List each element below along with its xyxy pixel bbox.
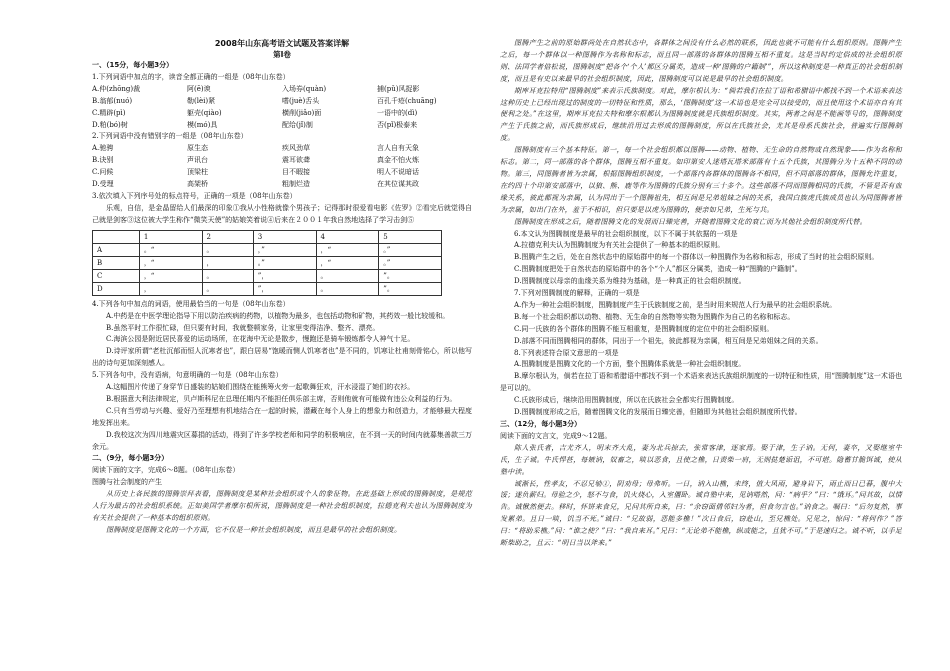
option-c: C.氏族形成后，继续沿用图腾制度，所以在氏族社会全都实行图腾制度。 — [514, 396, 739, 405]
option-a: A.作为一种社会组织制度，图腾制度产生于氏族制度之前，是当时用来规范人行为最早的社会组织系统。 — [514, 300, 837, 309]
left-column — [92, 38, 472, 537]
option-c: C.只有当劳动与兴趣、爱好乃至理想有机地结合在一起的时候，潜藏在每个人身上的想象力和创造力，才能够最大程度地发挥出来。 — [92, 406, 472, 427]
question-6: 6.本文认为图腾制度是最早的社会组织制度，以下不属于其依据的一项是 — [514, 229, 738, 238]
classical-paragraph: 诚渐长，性孝友，不忍兄劬①，阴劝母；母弗听。一日，讷入山樵，未终，值大风雨，避身岩下，雨止而日已暮，腹中大馁；遂负薪归。母验之少，怒不与食，饥火烧心，入室僵卧。诚自塾中来，见讷嗒然，问：“病乎？”曰：“饿耳。”问其故，以情告。诚愀然便去。移时，怀饼来食兄，兄问其所自来，曰：“余窃面倩邻妇为者，但食勿言也。”讷食之。嘱曰：“后勿复然，事发累弟。且日一啖，饥当不死。”诚曰：“兄故弱，恶能多樵！”次日食后，窃赴山，至兄樵处。兄见之，惊问：“将何作？”答曰：“将助采樵。”问：“谁之使？”曰：“我自来耳。”兄曰：“无论弟不能樵，纵或能之，且犹不可。”于是速归之。诚不听，以手足断柴助之，且云：“明日当以斧来。” — [500, 479, 902, 548]
option-a: A.拉德克利夫认为图腾制度为有关社会提供了一种基本的组织原则。 — [514, 241, 725, 250]
question-1-options — [92, 84, 472, 132]
option-row: D.粕(bó)树 模(mó)具 配给(jǐ)制 否(pǐ)极泰来 — [92, 120, 418, 129]
document-title: 2008年山东高考语文试题及答案详解 — [214, 39, 350, 48]
reading-instruction: 阅读下面的文字，完成6～8题。（08年山东卷） — [92, 466, 240, 475]
option-a: A.图腾制度是图腾文化的一个方面，整个图腾体系就是一种社会组织制度。 — [514, 360, 746, 369]
option-row: A.驰骋 原生态 疾风劲草 言人自有天象 — [92, 144, 419, 153]
option-b: B.根据意大利法律规定，贝卢斯科尼在总理任期内不能担任俱乐部主席，否则他就有可能做有违公众利益的行为。 — [106, 394, 457, 403]
option-row: D.受理 高架桥 粗制烂造 在其位谋其政 — [92, 180, 419, 189]
question-5: 5.下列各句中，没有语病，句意明确的一句是（08年山东卷） — [92, 371, 283, 380]
option-b: B.虽然平时工作很忙碌，但只要有时间，我就整顿家务，让家里变得洁净、整齐、漂亮。 — [106, 323, 380, 332]
option-b: B.每一个社会组织都以动物、植物、无生命的自然物等实物为图腾作为自己的名称和标志。 — [514, 312, 795, 321]
article-paragraph: 图腾产生之前的原始群尚处在自然状态中，各群体之间没有什么必然的联系，因此也就不可能有什么组织原则。图腾产生之后，每一个群体以一种图腾作为名称和标志，而且同一部落的各群体的图腾互相不重复。这是当时约定俗成的社会组织原则、法国学者倍松说，图腾制度“把各个‘个人’都区分属类，造成一种‘图腾的户籍制’”，所以这种制度是一种真正的社会组织制度，而且是有史以来最早的社会组织制度，因此，图腾制度可以说是最早的社会组织制度。 — [500, 39, 902, 83]
option-c: C.同一氏族的各个群体的图腾不能互相重复，是图腾制度的定位中的社会组织原则。 — [514, 324, 774, 333]
option-d: D.我校这次为四川地震灾区募捐的活动，得到了许多学校老师和同学的积极响应，在不到一天的时间内就募集善款三万余元。 — [92, 430, 472, 451]
article-paragraph: 图腾制度有三个基本特征。第一，每一个社会组织都以图腾——动物、植物、无生命的自然物或自然现象——作为名称和标志。第二，同一部落的各个群体，图腾互相不重复。如印第安人迷塔瓦塔米部落有十五个氏族，其图腾分为十五种不同的动物。第三，同图腾者皆为亲属，根据图腾组织制度，一个部落内各群体的图腾各不相同，但不同部落的群体，图腾允许重复，在约四十个印第安部落中，以狼、熊、鹿等作为图腾的氏族分别有三十多个。这些部落不同而图腾相同的氏族，不管是否有血缘关系，彼此都视为亲属，认为同出于一个图腾祖先，相互间是兄弟姐妹之间的关系，我国白族虎氏族成员也认为同图腾者皆为亲属，如出门在外，羞于不相识，但只要是以虎为图腾的，便亲如兄弟，生死与共。 — [500, 146, 902, 214]
option-row: B.诀别 声讯台 震耳欲聋 真金不怕火炼 — [92, 156, 419, 165]
option-c: C.图腾制度把处于自然状态的原始群中的各个“个人”都区分属类，造成一种“图腾的户籍制”。 — [514, 265, 802, 274]
question-2: 2.下列词语中没有错别字的一组是（08年山东卷） — [92, 132, 248, 141]
option-row: A.仲(zhōng)裁 阿(ē)谀 入场券(quàn) 捕(pǔ)风捉影 — [92, 84, 420, 93]
option-d: D.部落不同而图腾相同的群体，同出于一个祖先，彼此都视为亲属，相互间是兄弟姐妹之间的关系。 — [514, 336, 823, 345]
article-title: 图腾与社会制度的产生 — [92, 478, 162, 487]
question-3-passage: 乐观，自信，是金晶留给人们最深的印象①我从小性格就像个男孩子；记得那时很爱看电影《佐罗》②看完后就觉得自己就是剑客③这位被大学生称作“微笑天使”的姑娘笑着说④后来在２００１年我自然地选择了学习击剑⑤ — [92, 203, 472, 224]
article-paragraph: 图腾制度是图腾文化的一个方面，它不仅是一种社会组织制度，而且是最早的社会组织制度。 — [106, 525, 402, 534]
option-row: C.精辟(pì) 躯壳(qiào) 横削(jiǎo)面 一语中的(dì) — [92, 108, 418, 117]
volume-heading: 第Ⅰ卷 — [273, 50, 291, 59]
classical-paragraph: 陈人张氏者，吉尤齐人，明末齐大乱，妻为北兵掠去，张常客津，逐家焉。娶于津，生子讷。无何，妻卒，又娶继室牛氏，生子诚。牛氏悍甚，每嫉讷，奴畜之，啖以恶食，且使之樵，日责柴一肩，无则挞楚诟诅，不可堪。隐蓄甘脆饵诚，使从塾中读。 — [500, 443, 902, 476]
option-b: B.图腾产生之后，处在自然状态中的原始群中的每一个群体以一种图腾作为名称和标志，形成了当时的社会组织原则。 — [514, 253, 879, 262]
option-c: C.海滨公园是附近居民喜爱的运动场所，在花海中无论是散步，慢跑还是骑车锻炼都令人神气十足。 — [106, 335, 415, 344]
question-4: 4.下列各句中加点的词语，使用最恰当的一句是（08年山东卷） — [92, 299, 290, 308]
question-2-options — [92, 143, 472, 191]
reading-instruction: 阅读下面的文言文，完成9～12题。 — [500, 431, 612, 440]
option-a: A.中药是在中医学理论指导下用以防治疾病的药物，以植物为最多，也包括动物和矿物，其药效一般比较缓和。 — [106, 311, 450, 320]
table-row: B ，“ ， 。” ，“ 。” — [93, 256, 442, 269]
section-2-heading: 二、（9分，每小题3分） — [92, 454, 169, 463]
article-paragraph: 期库耳克拉特用“图腾制度”来表示氏族制度。对此，摩尔根认为：“倘若我们在拉丁语和希腊语中都找不到一个术语来表达这种历史上已经出现过的制度的一切特征和性质，那么，‘图腾制度’这一术语也是完全可以接受的，而且使用这个术语亦自有其便利之处。”在这里，期库耳克拉夫特和摩尔根都认为图腾制度就是氏族组织制度。其实，两者之间是不能画等号的，图腾制度产生于氏族之前，而氏族形成后，继续沿用过去形成的图腾制度，所以在氏族社会，尤其是母系氏族社会，普遍实行图腾制度。 — [500, 86, 902, 143]
option-a: A.这幅图片传递了身穿节日盛装的姑娘们围绕在能熊筹火旁一起歌舞狂欢，汗水浸湿了她们的衣衫。 — [106, 383, 415, 392]
option-d: D.图腾制度以母亲的血缘关系为维持为基础，是一种真正的社会组织制度。 — [514, 277, 746, 286]
option-d: D.诗评家所谓“老杜沉郁而恒人沉寒者也”，跟白居易“饱暖而恻人饥寒者也”是不同的，饥寒让杜甫刻骨铭心，所以他写出的诗句更加深刻感人。 — [92, 347, 472, 368]
table-row: C ，“ 。 ”， 。 ”。 — [93, 269, 442, 282]
article-paragraph: 图腾制度在形成之后，随着图腾文化的发展而日臻完善，并随着图腾文化的衰亡而为其他社会组织制度所代替。 — [514, 217, 867, 226]
question-7: 7.下列对图腾制度的解释，正确的一项是 — [514, 289, 640, 298]
option-row: B.翁郁(nuó) 勒(lèi)紧 嗜(juè)舌头 百孔千疮(chuāng) — [92, 96, 437, 105]
table-row: D ， 。 ”， 。 ”。 — [93, 282, 442, 295]
punctuation-table — [92, 230, 442, 296]
section-1-heading: 一、（15分，每小题3分） — [92, 61, 174, 69]
option-d: D.图腾制度形成之后，随着图腾文化的发展而日臻完善，但随即为其他社会组织制度所代替。 — [514, 408, 802, 417]
table-header-row: 1 2 3 4 5 — [93, 230, 442, 243]
section-3-heading: 三、（12分，每小题3分） — [500, 420, 582, 428]
question-1: 1.下列词语中加点的字，读音全都正确的一组是（08年山东卷） — [92, 72, 290, 81]
table-row: A 。“ 。 ，” ，“ 。” — [93, 243, 442, 256]
question-8: 8.下列表述符合原文意思的一项是 — [514, 348, 619, 357]
option-row: C.问候 顶梁柱 目不暇接 明人不说暗话 — [92, 168, 419, 177]
option-b: B.摩尔根认为，倘若在拉丁语和希腊语中都找不到一个术语来表达氏族组织制度的一切特征和性质，用“图腾制度”这一术语也是可以的。 — [500, 372, 902, 393]
article-paragraph: 从历史上各民族的图腾崇拜表看，图腾制度是某种社会组织或个人的象征物。在此基础上形成的图腾制度，是规范人行为最古的社会组织系统。正如美国学者摩尔根所说，图腾制度是一种社会组织制度，拉德克利夫也认为图腾制度为有关社会提供了一种基本的组织原则。 — [92, 490, 472, 522]
question-3: 3.依次填入下列序号处的标点符号，正确的一项是（08年山东卷） — [92, 191, 297, 200]
right-column — [500, 38, 902, 550]
